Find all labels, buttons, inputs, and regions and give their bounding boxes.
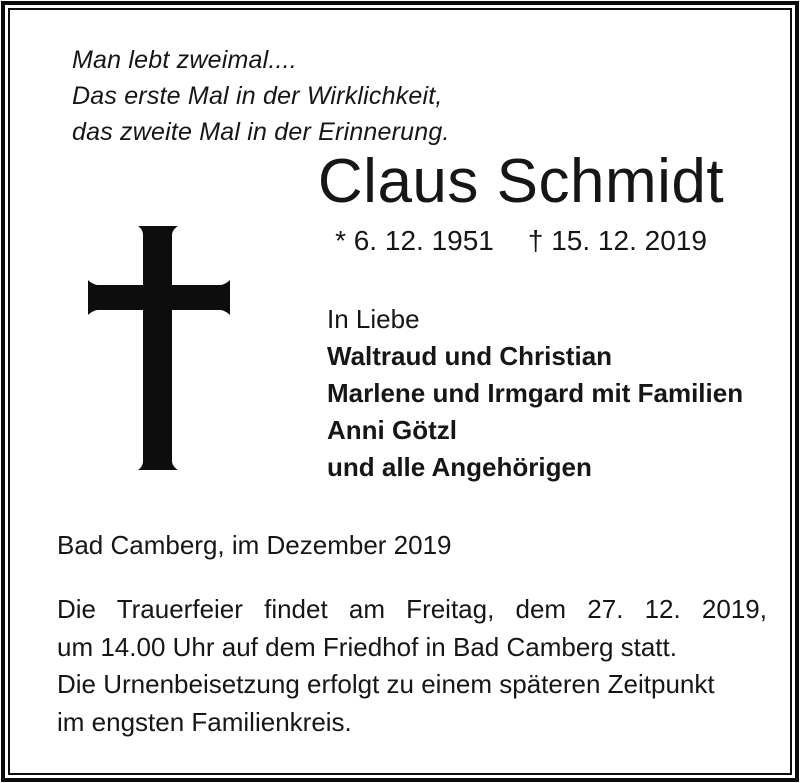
death-date: † 15. 12. 2019 xyxy=(527,225,707,256)
quote-line-2: Das erste Mal in der Wirklichkeit, xyxy=(72,82,443,110)
mourner-line-2: Marlene und Irmgard mit Familien xyxy=(327,378,744,408)
funeral-info xyxy=(57,591,767,741)
mourner-line-3: Anni Götzl xyxy=(327,415,457,445)
quote-line-1: Man lebt zweimal.... xyxy=(72,46,297,74)
mourner-line-4: und alle Angehörigen xyxy=(327,452,592,482)
memorial-quote xyxy=(72,42,450,150)
place-dateline: Bad Camberg, im Dezember 2019 xyxy=(57,530,452,560)
life-dates xyxy=(261,226,781,256)
funeral-line-4: im engsten Familienkreis. xyxy=(57,706,352,737)
funeral-line-1: Die Trauerfeier findet am Freitag, dem 27. 12. 2019, xyxy=(57,594,767,624)
mourners-intro: In Liebe xyxy=(327,304,420,334)
quote-line-3: das zweite Mal in der Erinnerung. xyxy=(72,118,450,146)
funeral-line-3: Die Urnenbeisetzung erfolgt zu einem späteren Zeitpunkt xyxy=(57,669,715,699)
mourner-line-1: Waltraud und Christian xyxy=(327,341,613,371)
latin-cross-icon xyxy=(88,226,230,470)
deceased-name: Claus Schmidt xyxy=(317,147,725,216)
deceased-header xyxy=(261,147,781,256)
birth-date: * 6. 12. 1951 xyxy=(335,225,494,256)
mourners-block xyxy=(327,301,743,486)
funeral-line-2: um 14.00 Uhr auf dem Friedhof in Bad Camberg statt. xyxy=(57,631,677,662)
